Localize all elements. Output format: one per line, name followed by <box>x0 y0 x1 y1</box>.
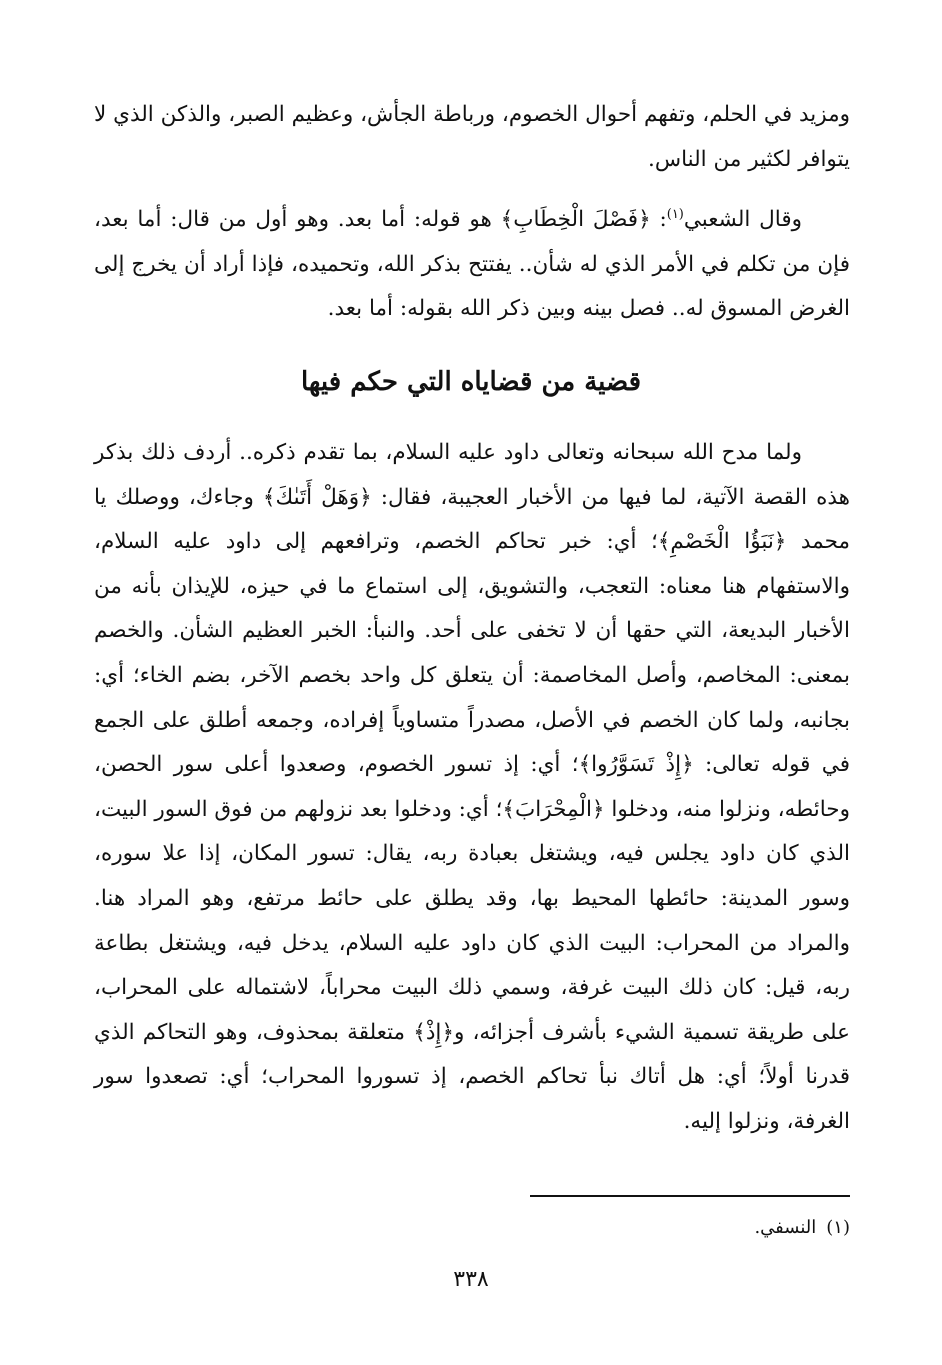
footnote-reference: (١) <box>666 206 684 222</box>
paragraph-story <box>94 431 850 1145</box>
paragraph-shabi-quote <box>94 198 850 332</box>
text-segment: وجاءك، ووصلك يا محمد <box>94 484 851 555</box>
quran-quote: ﴿الْمِحْرَابَ﴾ <box>502 796 605 822</box>
footnote-number: (١) <box>826 1217 850 1238</box>
quran-quote: ﴿إِذْ﴾ <box>413 1019 454 1045</box>
text-segment: ؛ أي: ودخلوا بعد نزولهم من فوق السور البيت، الذي كان داود يجلس فيه، ويشتغل بعبادة ربه، يقال: تسور المكان، إذا علا سوره، وسور المدينة: حائطها المحيط بها، وقد يطلق على حائط مرتفع، وهو المراد هنا. والمراد من المحراب: البيت الذي كان داود عليه السلام، يدخل فيه، ويشتغل بطاعة ربه، قيل: كان ذلك البيت غرفة، وسمي ذلك البيت محراباً، لاشتماله على المحراب، على طريقة تسمية الشيء بأشرف أجزائه، و <box>94 796 850 1045</box>
text-segment: ؛ أي: إذ تسور الخصوم، وصعدوا أعلى سور الحصن، وحائطه، ونزلوا منه، ودخلوا <box>94 752 850 822</box>
quran-quote: ﴿نَبَؤُا الْخَصْمِ﴾ <box>657 529 787 555</box>
quran-quote: ﴿فَصْلَ الْخِطَابِ﴾ <box>500 207 651 232</box>
text-segment: ولما مدح الله سبحانه وتعالى داود عليه السلام، بما تقدم ذكره.. أردف ذلك بذكر هذه القصة الآتية، لما فيها من الأخبار العجيبة، فقال: <box>94 440 850 510</box>
text-segment: : <box>650 207 667 232</box>
section-heading: قضية من قضاياه التي حكم فيها <box>301 367 641 397</box>
text-segment: هو قوله: أما بعد. وهو أول من قال: أما بعد، فإن من تكلم في الأمر الذي له شأن.. يفتتح بذكر الله، وتحميده، فإذا أراد أن يخرج إلى الغرض المسوق له.. فصل بينه وبين ذكر الله بقوله: أما بعد. <box>94 207 850 322</box>
quran-quote: ﴿إِذْ تَسَوَّرُوا﴾ <box>578 752 694 778</box>
text-segment: ؛ أي: خبر تحاكم الخصم، وترافعهم إلى داود عليه السلام، والاستفهام هنا معناه: التعجب، والتشويق، إلى استماع ما في حيزه، للإيذان بأنه من الأخبار البديعة، التي حقها أن لا تخفى على أحد. والنبأ: الخبر العظيم الشأن. والخصم بمعنى: المخاصم، وأصل المخاصمة: أن يتعلق كل واحد بخصم الآخر، بضم الخاء؛ أي: بجانبه، ولما كان الخصم في الأصل، مصدراً متساوياً إفراده، وجمعه أطلق على الجمع في قوله تعالى: <box>94 529 850 778</box>
paragraph-intro: ومزيد في الحلم، وتفهم أحوال الخصوم، ورباطة الجأش، وعظيم الصبر، والذكن الذي لا يتوافر لكثير من الناس. <box>94 102 850 172</box>
footnote-text: النسفي. <box>754 1217 817 1238</box>
footnote-divider <box>530 1195 850 1197</box>
text-segment: وقال الشعبي <box>683 207 802 232</box>
text-segment: متعلقة بمحذوف، وهو التحاكم الذي قدرنا أولاً؛ أي: هل أتاك نبأ تحاكم الخصم، إذ تسوروا المحراب؛ أي: تصعدوا سور الغرفة، ونزلوا إليه. <box>94 1019 850 1134</box>
footnote <box>94 1211 850 1245</box>
quran-quote: ﴿وَهَلْ أَتَىٰكَ﴾ <box>262 484 372 510</box>
page-number: ٣٣٨ <box>453 1267 489 1292</box>
